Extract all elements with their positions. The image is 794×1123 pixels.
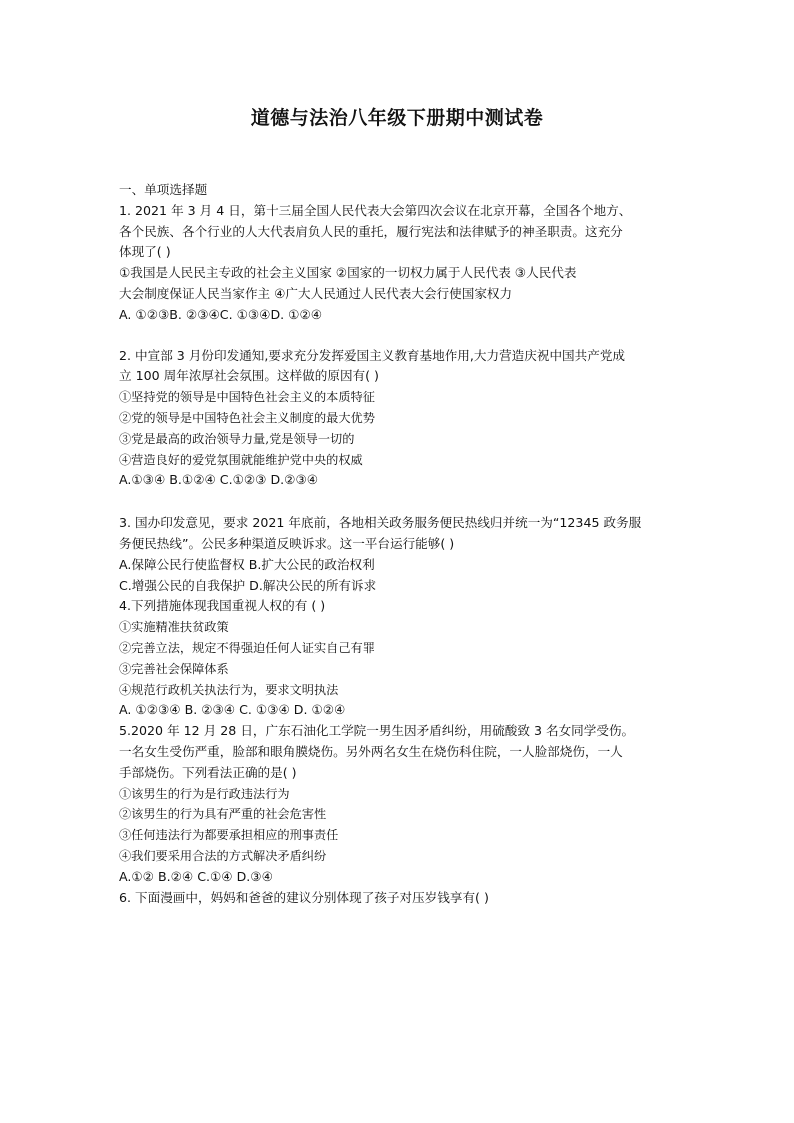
answer-options: A. ①②③④ B. ②③④ C. ①③④ D. ①②④ bbox=[119, 702, 346, 718]
question-6 bbox=[119, 888, 679, 909]
question-text-line: 手部烧伤。下列看法正确的是( ) bbox=[119, 764, 297, 780]
exam-content bbox=[119, 180, 679, 908]
statement-line: ③党是最高的政治领导力量,党是领导一切的 bbox=[119, 431, 355, 446]
statement-line: ④营造良好的爱党氛围就能维护党中央的权威 bbox=[119, 452, 363, 467]
question-text-line: 3. 国办印发意见，要求 2021 年底前，各地相关政务服务便民热线归并统一为“12345 政务服 bbox=[119, 515, 642, 531]
question-5 bbox=[119, 721, 679, 887]
question-3 bbox=[119, 513, 679, 596]
statement-line: ①我国是人民民主专政的社会主义国家 ②国家的一切权力属于人民代表 ③人民代表 bbox=[119, 265, 577, 281]
statement-line: ③任何违法行为都要承担相应的刑事责任 bbox=[119, 828, 339, 843]
statement-line: ④我们要采用合法的方式解决矛盾纠纷 bbox=[119, 848, 327, 863]
answer-options: A.①② B.②④ C.①④ D.③④ bbox=[119, 868, 273, 884]
statement-line: ①实施精准扶贫政策 bbox=[119, 620, 229, 635]
answer-options: C.增强公民的自我保护 D.解决公民的所有诉求 bbox=[119, 577, 377, 593]
question-text-line: 务便民热线”。公民多种渠道反映诉求。这一平台运行能够( ) bbox=[119, 535, 455, 551]
statement-line: 大会制度保证人民当家作主 ④广大人民通过人民代表大会行使国家权力 bbox=[119, 285, 513, 301]
spacer bbox=[119, 491, 679, 513]
question-1 bbox=[119, 201, 679, 326]
question-text-line: 6. 下面漫画中，妈妈和爸爸的建议分别体现了孩子对压岁钱享有( ) bbox=[119, 889, 489, 905]
spacer bbox=[119, 326, 679, 346]
answer-options: A. ①②③B. ②③④C. ①③④D. ①②④ bbox=[119, 306, 323, 322]
answer-options: A.①③④ B.①②④ C.①②③ D.②③④ bbox=[119, 472, 319, 488]
page-title: 道德与法治八年级下册期中测试卷 bbox=[250, 107, 544, 129]
answer-options: A.保障公民行使监督权 B.扩大公民的政治权利 bbox=[119, 556, 375, 572]
statement-line: ②该男生的行为具有严重的社会危害性 bbox=[119, 807, 327, 822]
question-text-line: 立 100 周年浓厚社会氛围。这样做的原因有( ) bbox=[119, 368, 379, 384]
question-2 bbox=[119, 346, 679, 492]
question-text-line: 各个民族、各个行业的人大代表肩负人民的重托，履行宪法和法律赋予的神圣职责。这充分 bbox=[119, 223, 623, 239]
question-text-line: 体现了( ) bbox=[119, 244, 171, 260]
statement-line: ①坚持党的领导是中国特色社会主义的本质特征 bbox=[119, 390, 375, 405]
statement-line: ④规范行政机关执法行为，要求文明执法 bbox=[119, 682, 339, 697]
question-text-line: 2. 中宣部 3 月份印发通知,要求充分发挥爱国主义教育基地作用,大力营造庆祝中国共产党成 bbox=[119, 347, 626, 363]
question-text-line: 一名女生受伤严重，脸部和眼角膜烧伤。另外两名女生在烧伤科住院，一人脸部烧伤，一人 bbox=[119, 743, 623, 759]
question-text-line: 1. 2021 年 3 月 4 日，第十三届全国人民代表大会第四次会议在北京开幕，全国各个地方、 bbox=[119, 202, 632, 218]
statement-line: ①该男生的行为是行政违法行为 bbox=[119, 786, 290, 801]
question-4 bbox=[119, 596, 679, 721]
statement-line: ③完善社会保障体系 bbox=[119, 661, 229, 676]
statement-line: ②党的领导是中国特色社会主义制度的最大优势 bbox=[119, 410, 375, 425]
section-heading: 一、单项选择题 bbox=[119, 182, 208, 197]
statement-line: ②完善立法，规定不得强迫任何人证实自己有罪 bbox=[119, 640, 375, 655]
question-text-line: 5.2020 年 12 月 28 日，广东石油化工学院一男生因矛盾纠纷，用硫酸致 3 名女同学受伤。 bbox=[119, 723, 635, 739]
question-text-line: 4.下列措施体现我国重视人权的有 ( ) bbox=[119, 598, 326, 614]
